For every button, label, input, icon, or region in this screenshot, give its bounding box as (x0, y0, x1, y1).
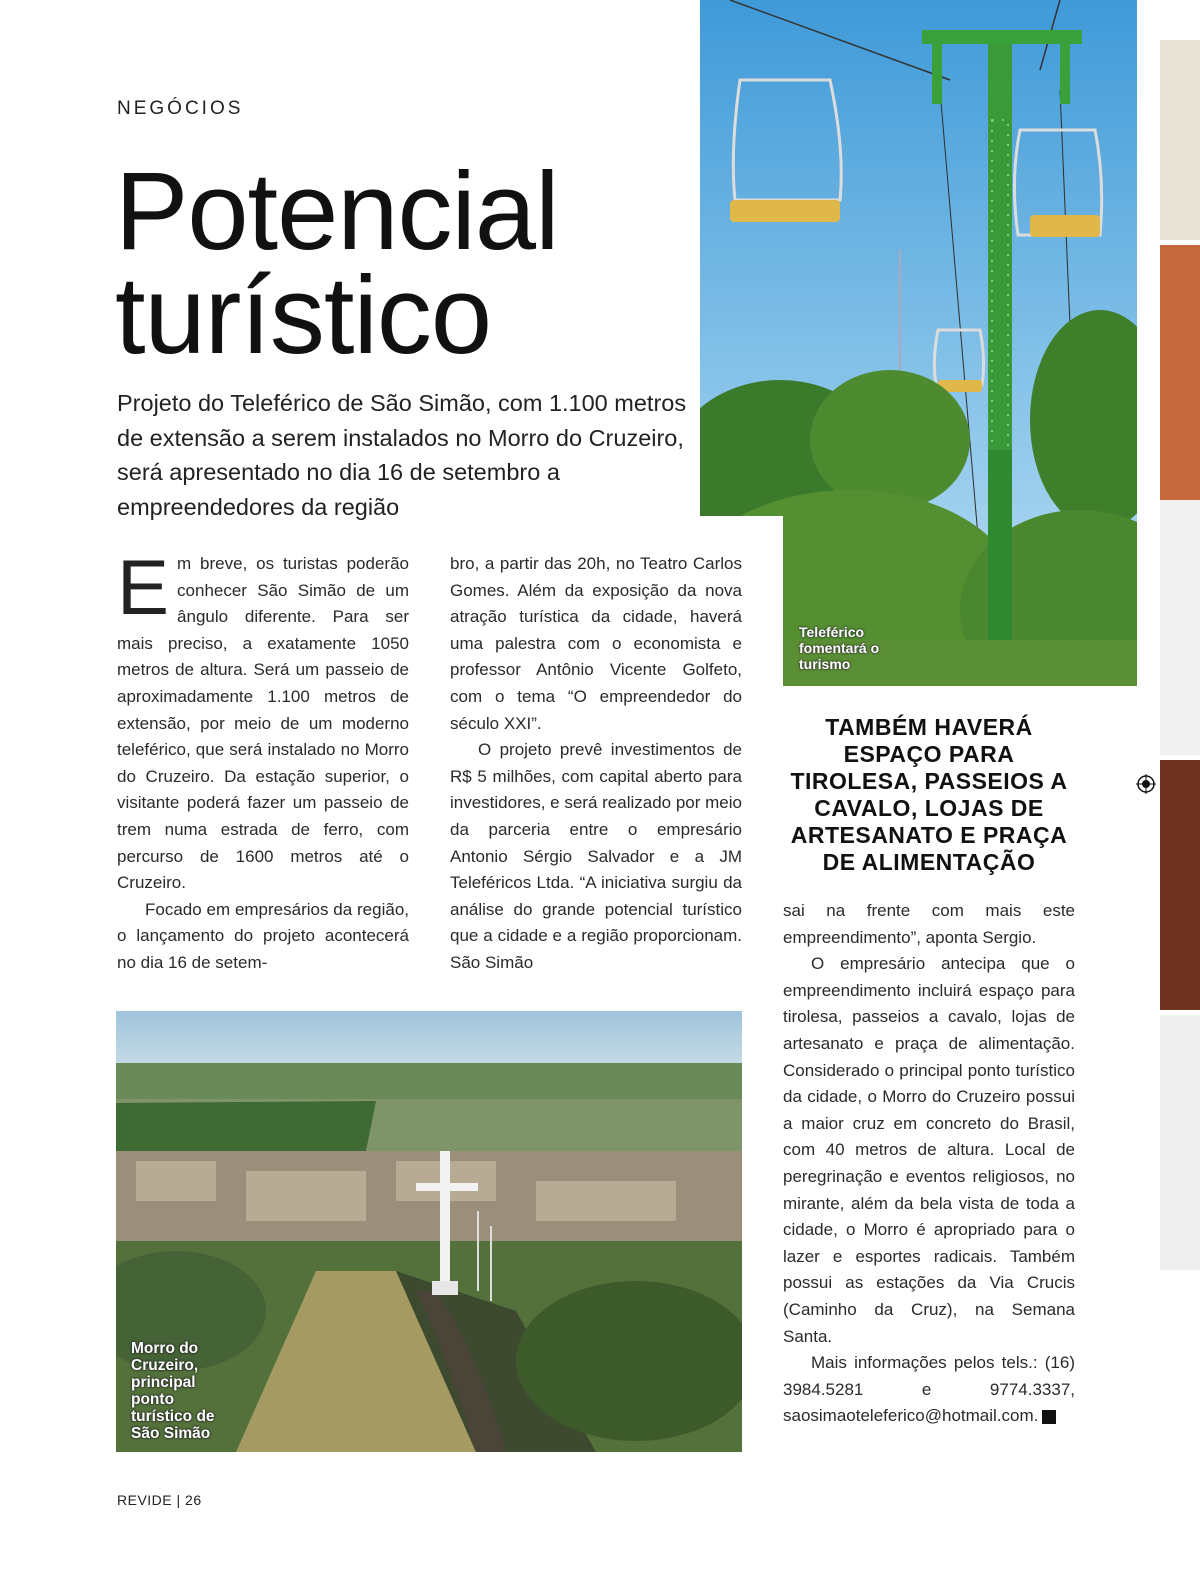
title-line-2: turístico (115, 254, 492, 377)
article-title (115, 150, 695, 377)
contact-info: Mais informações pelos tels.: (16) 3984.5281 e 9774.3337, saosimaoteleferico@hotmail.com. (783, 1353, 1075, 1426)
paragraph-1 (117, 543, 409, 897)
page-folio: REVIDE | 26 (117, 1492, 202, 1508)
registration-mark-icon (1136, 774, 1156, 794)
paragraph-7 (783, 1350, 1075, 1430)
aerial-caption: Morro do Cruzeiro, principal ponto turístico de São Simão (131, 1340, 215, 1442)
paragraph-2: Focado em empresários da região, o lançamento do projeto acontecerá no dia 16 de setem- (117, 899, 409, 972)
end-of-article-icon: r (1042, 1410, 1056, 1424)
section-label: NEGÓCIOS (117, 98, 244, 119)
article-subtitle: Projeto do Teleférico de São Simão, com 1.100 metros de extensão a serem instalados no Morro do Cruzeiro, será apresentado no dia 16 de setembro a empreendedores da região (117, 390, 687, 520)
adjacent-page-edge (1160, 0, 1200, 1580)
pull-quote: TAMBÉM HAVERÁ ESPAÇO PARA TIROLESA, PASSEIOS A CAVALO, LOJAS DE ARTESANATO E PRAÇA DE ALIMENTAÇÃO (790, 714, 1068, 875)
cable-car-caption: Teleférico fomentará o turismo (799, 624, 880, 672)
paragraph-4: O projeto prevê investimentos de R$ 5 milhões, com capital aberto para investidores, e será realizado por meio da parceria entre o empresário Antonio Sérgio Salvador e a JM Teleféricos Ltda. “A iniciativa surgiu da análise do grande potencial turístico que a cidade e a região proporcionam. São Simão (450, 740, 742, 972)
paragraph-3: bro, a partir das 20h, no Teatro Carlos Gomes. Além da exposição da nova atração turística da cidade, haverá uma palestra com o economista e professor Antônio Vicente Golfeto, com o tema “O empreendedor do século XXI”. (450, 554, 742, 733)
drop-cap: E (117, 543, 170, 631)
body-column-2 (450, 551, 742, 977)
paragraph-1-text: m breve, os turistas poderão conhecer São Simão de um ângulo diferente. Para ser mais preciso, a exatamente 1050 metros de altura. Será um passeio de aproximadamente 1.100 metros de extensão, por meio de um moderno teleférico, que será instalado no Morro do Cruzeiro. Da estação superior, o visitante poderá fazer um passeio de trem numa estrada de ferro, com percurso de 1600 metros até o Cruzeiro. (117, 554, 409, 893)
paragraph-5: sai na frente com mais este empreendimento”, aponta Sergio. (783, 901, 1075, 947)
paragraph-6: O empresário antecipa que o empreendimento incluirá espaço para tirolesa, passeios a cavalo, lojas de artesanato e praça de alimentação. Considerado o principal ponto turístico da cidade, o Morro do Cruzeiro possui a maior cruz em concreto do Brasil, com 40 metros de altura. Local de peregrinação e eventos religiosos, no mirante, além da bela vista de toda a cidade, o Morro é apropriado para o lazer e esportes radicais. Também possui as estações da Via Crucis (Caminho da Cruz), na Semana Santa. (783, 954, 1075, 1346)
body-column-3 (783, 898, 1075, 1430)
title-line-1: Potencial (115, 150, 559, 273)
body-column-1 (117, 543, 409, 977)
